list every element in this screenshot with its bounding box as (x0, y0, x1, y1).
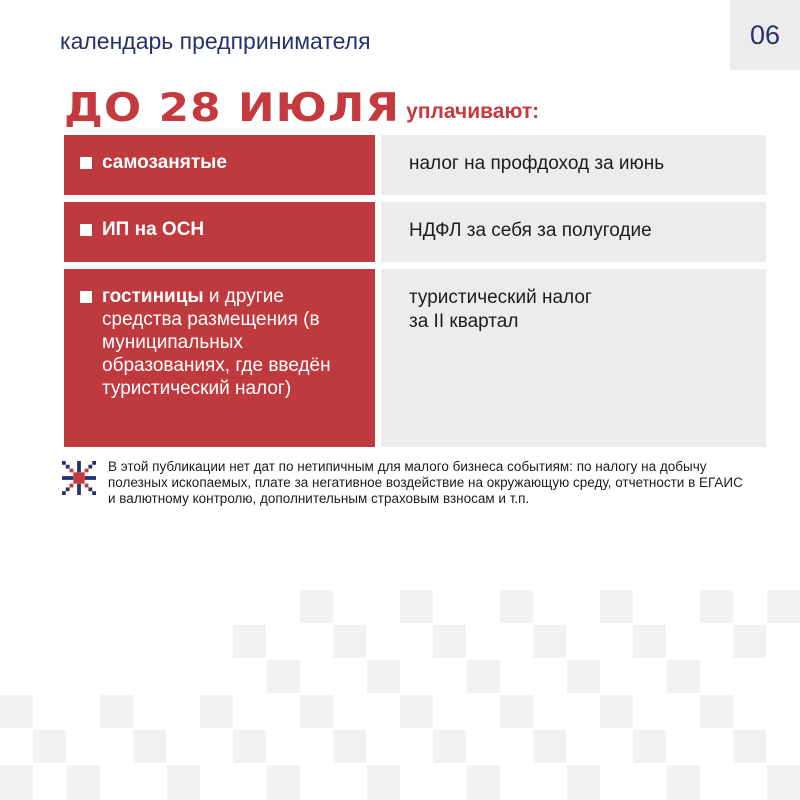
obligation-text: туристический налог (409, 287, 592, 308)
payer-cell (64, 135, 375, 195)
obligation-text-line2: за II квартал (409, 311, 519, 332)
table-row-ip-osn (64, 202, 766, 262)
deadline-date: ДО 28 ИЮЛЯ (64, 86, 401, 131)
calendar-title: календарь предпринимателя (60, 28, 371, 54)
obligation-cell (381, 135, 766, 195)
obligation-text: НДФЛ за себя за полугодие (409, 220, 652, 241)
payer-text (102, 151, 227, 195)
table-row-hotels (64, 269, 766, 447)
obligation-text: налог на профдоход за июнь (409, 153, 665, 174)
footnote-text: В этой публикации нет дат по нетипичным для малого бизнеса событиям: по налогу на добычу полезных ископаемых, плате за негативное воздействие на окружающую среду, отчетности в ЕГАИС и валютному контролю, дополнительным страховым взносам и т.п. (108, 459, 743, 506)
table-row-self-employed (64, 135, 766, 195)
payer-rest: и другие средства размещения (в муниципальных образованиях, где введён туристический налог) (102, 286, 331, 399)
deadline-headline (64, 82, 540, 131)
square-bullet-icon (80, 157, 92, 169)
footnote (62, 459, 748, 507)
obligation-cell (381, 269, 766, 447)
payer-cell (64, 202, 375, 262)
square-bullet-icon (80, 224, 92, 236)
obligation-cell (381, 202, 766, 262)
payer-cell (64, 269, 375, 447)
payer-bold: ИП на ОСН (102, 219, 205, 240)
payer-text (102, 285, 352, 447)
payer-text (102, 218, 204, 262)
square-bullet-icon (80, 291, 92, 303)
deadline-verb: уплачивают: (406, 100, 540, 123)
page-number-badge (730, 0, 800, 70)
payer-bold: самозанятые (102, 152, 227, 173)
payer-bold: гостиницы (102, 286, 204, 307)
pixel-snowflake-icon (62, 461, 96, 495)
page-number: 06 (749, 19, 781, 50)
